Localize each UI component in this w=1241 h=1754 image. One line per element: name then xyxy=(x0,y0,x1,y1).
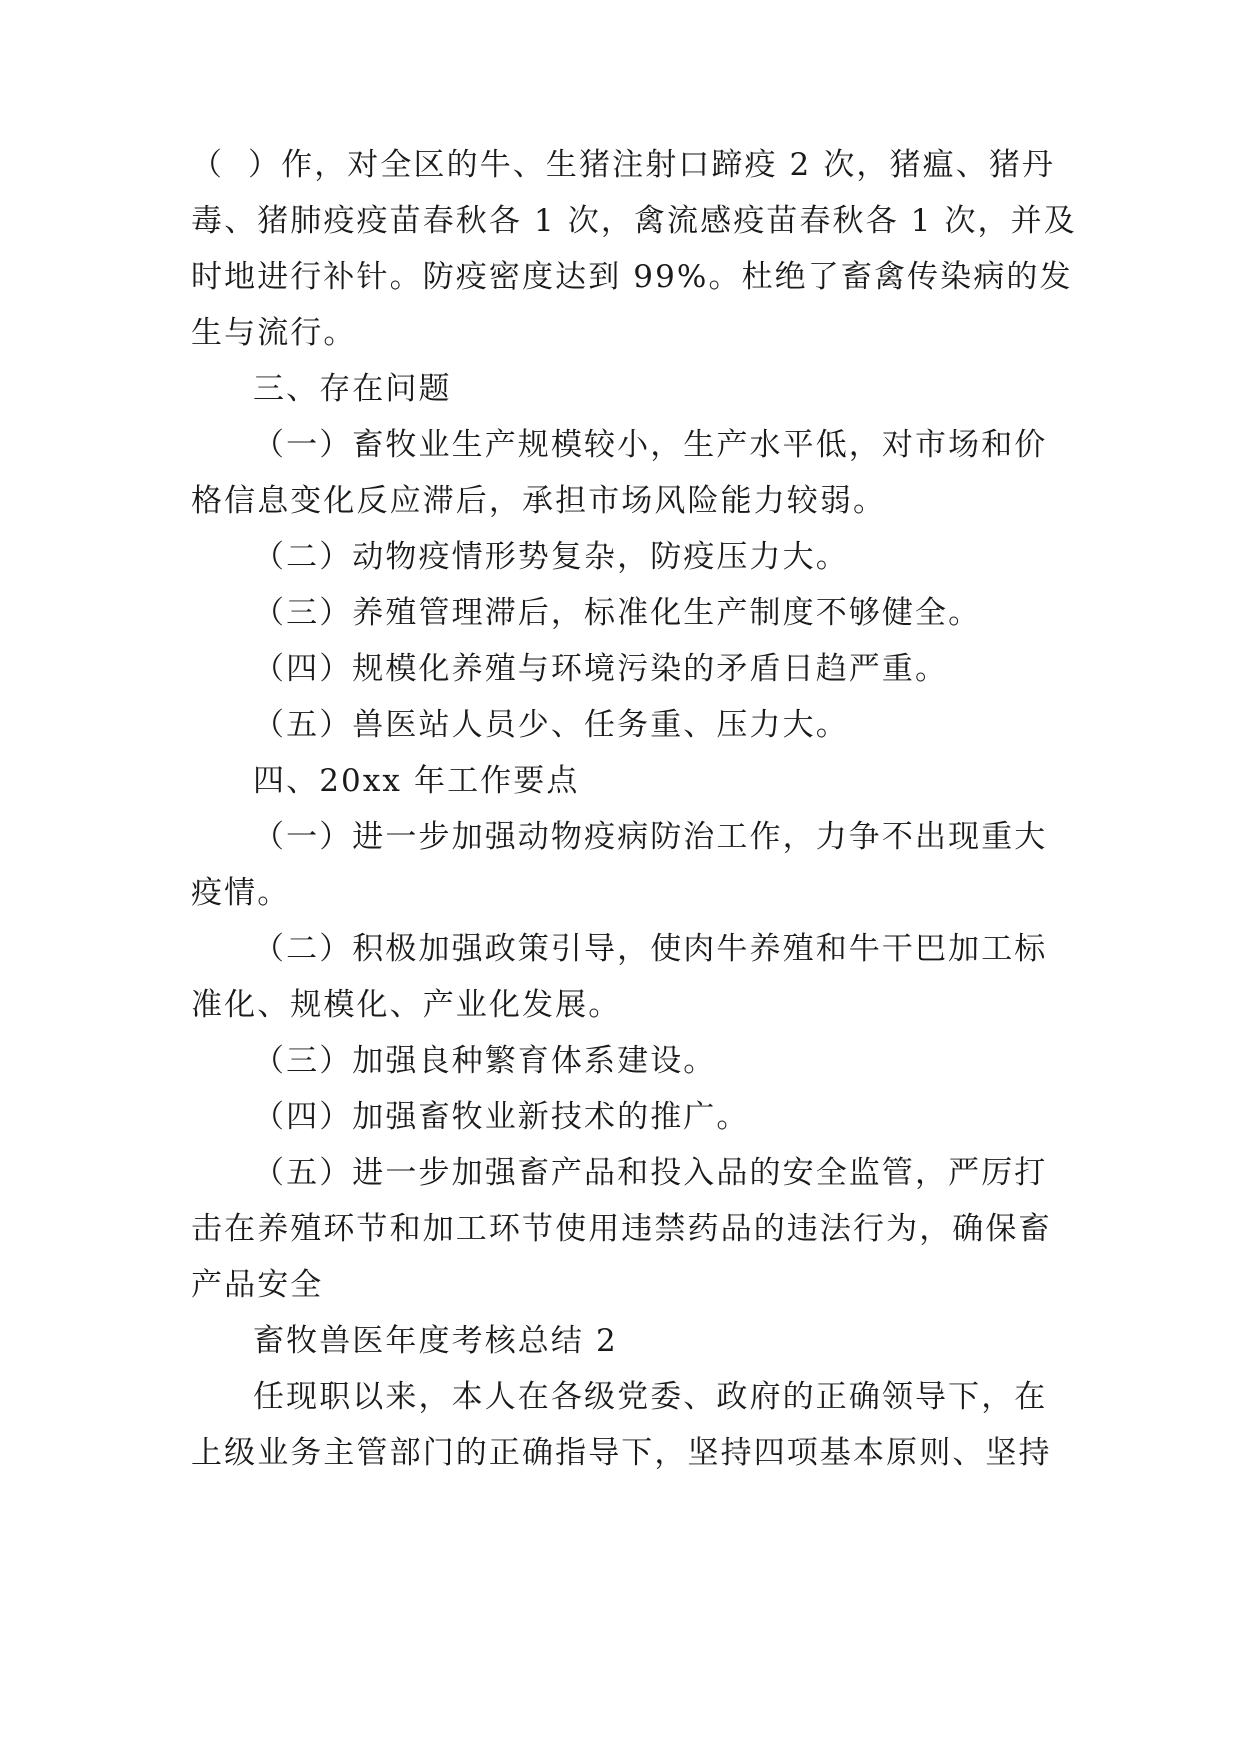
text-line: （五）进一步加强畜产品和投入品的安全监管，严厉打 xyxy=(253,1155,1048,1191)
text-line: 时地进行补针。防疫密度达到 99%。杜绝了畜禽传染病的发 xyxy=(191,259,1073,295)
text-line: （二）积极加强政策引导，使肉牛养殖和牛干巴加工标 xyxy=(253,931,1048,967)
text-line: 格信息变化反应滞后，承担市场风险能力较弱。 xyxy=(191,483,887,519)
text-line: 击在养殖环节和加工环节使用违禁药品的违法行为，确保畜 xyxy=(191,1211,1052,1247)
section-heading: 四、20xx 年工作要点 xyxy=(253,763,580,799)
text-line: （四）规模化养殖与环境污染的矛盾日趋严重。 xyxy=(253,651,949,687)
text-line: 产品安全 xyxy=(191,1267,324,1303)
section-heading: 三、存在问题 xyxy=(253,371,452,407)
text-line: 上级业务主管部门的正确指导下，坚持四项基本原则、坚持 xyxy=(191,1435,1052,1471)
text-line: （一）进一步加强动物疫病防治工作，力争不出现重大 xyxy=(253,819,1048,855)
text-line: （二）动物疫情形势复杂，防疫压力大。 xyxy=(253,539,849,575)
text-line: （ ）作，对全区的牛、生猪注射口蹄疫 2 次，猪瘟、猪丹 xyxy=(191,147,1056,183)
text-line: （三）加强良种繁育体系建设。 xyxy=(253,1043,717,1079)
section-title: 畜牧兽医年度考核总结 2 xyxy=(253,1323,618,1359)
text-line: （一）畜牧业生产规模较小，生产水平低，对市场和价 xyxy=(253,427,1048,463)
text-line: （五）兽医站人员少、任务重、压力大。 xyxy=(253,707,849,743)
text-line: （三）养殖管理滞后，标准化生产制度不够健全。 xyxy=(253,595,982,631)
text-line: 准化、规模化、产业化发展。 xyxy=(191,987,622,1023)
text-line: 疫情。 xyxy=(191,875,291,911)
text-line: （四）加强畜牧业新技术的推广。 xyxy=(253,1099,750,1135)
text-line: 任现职以来，本人在各级党委、政府的正确领导下，在 xyxy=(253,1379,1048,1415)
text-line: 毒、猪肺疫疫苗春秋各 1 次，禽流感疫苗春秋各 1 次，并及 xyxy=(191,203,1077,239)
text-line: 生与流行。 xyxy=(191,315,357,351)
